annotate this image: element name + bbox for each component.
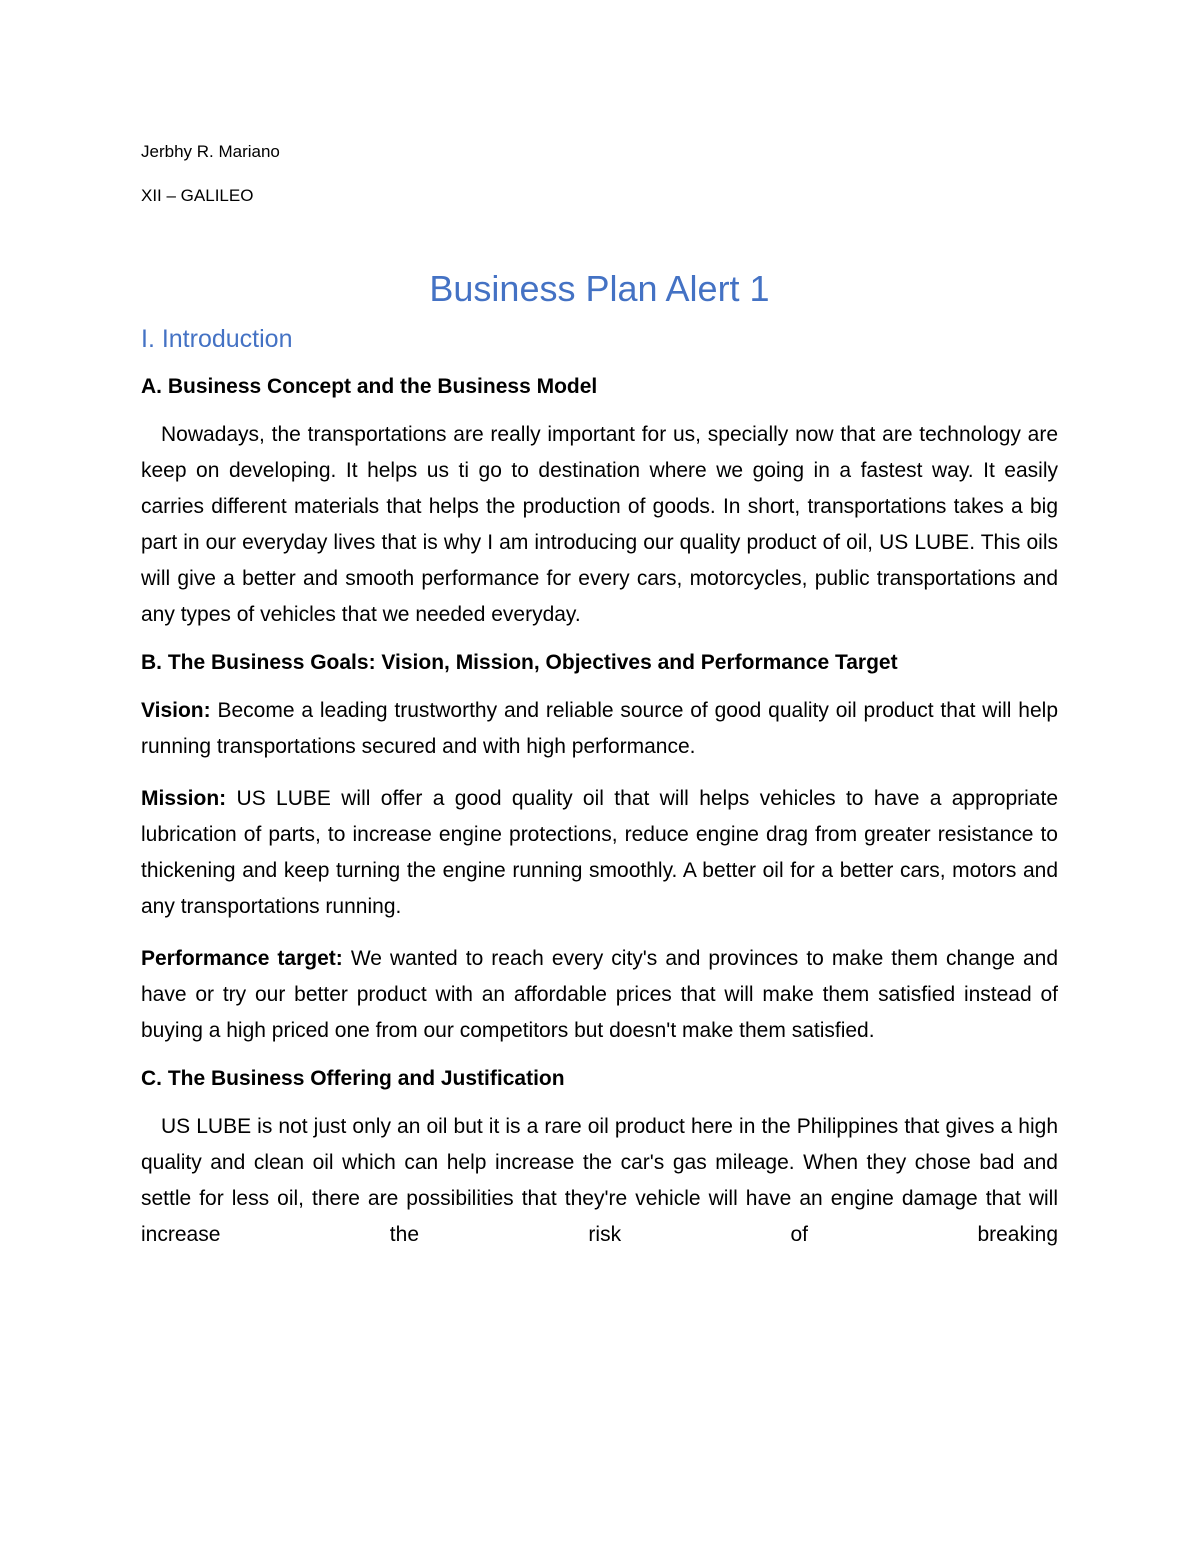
business-offering-heading: C. The Business Offering and Justification (141, 1067, 565, 1090)
vision-text: Become a leading trustworthy and reliable source of good quality oil product that will help running transportations secured and with high performance. (141, 699, 1058, 758)
class-section: XII – GALILEO (141, 186, 254, 205)
business-concept-heading: A. Business Concept and the Business Model (141, 375, 598, 398)
document-body (141, 140, 1058, 1269)
mission-label: Mission: (141, 787, 227, 810)
performance-target-paragraph (141, 941, 1058, 1049)
performance-target-label: Performance target: (141, 947, 343, 970)
mission-paragraph (141, 781, 1058, 925)
business-concept-paragraph: Nowadays, the transportations are really important for us, specially now that are technology are keep on developing. It helps us ti go to destination where we going in a fastest way. It easily carries different materials that helps the production of goods. In short, transportations takes a big part in our everyday lives that is why I am introducing our quality product of oil, US LUBE. This oils will give a better and smooth performance for every cars, motorcycles, public transportations and any types of vehicles that we needed everyday. (141, 423, 1058, 626)
vision-label: Vision: (141, 699, 211, 722)
introduction-heading: I. Introduction (141, 325, 293, 353)
business-goals-heading: B. The Business Goals: Vision, Mission, Objectives and Performance Target (141, 651, 898, 674)
vision-paragraph (141, 693, 1058, 765)
author-name: Jerbhy R. Mariano (141, 142, 280, 161)
mission-text: US LUBE will offer a good quality oil that will helps vehicles to have a appropriate lubrication of parts, to increase engine protections, reduce engine drag from greater resistance to thickening and keep turning the engine running smoothly. A better oil for a better cars, motors and any transportations running. (141, 787, 1058, 918)
performance-target-text: We wanted to reach every city's and provinces to make them change and have or try our better product with an affordable prices that will make them satisfied instead of buying a high priced one from our competitors but doesn't make them satisfied. (141, 947, 1058, 1042)
document-title: Business Plan Alert 1 (429, 268, 770, 309)
business-offering-paragraph: US LUBE is not just only an oil but it is a rare oil product here in the Philippines that gives a high quality and clean oil which can help increase the car's gas mileage. When they chose bad and settle for less oil, there are possibilities that they're vehicle will have an engine damage that will increase the risk of breaking (141, 1115, 1058, 1246)
